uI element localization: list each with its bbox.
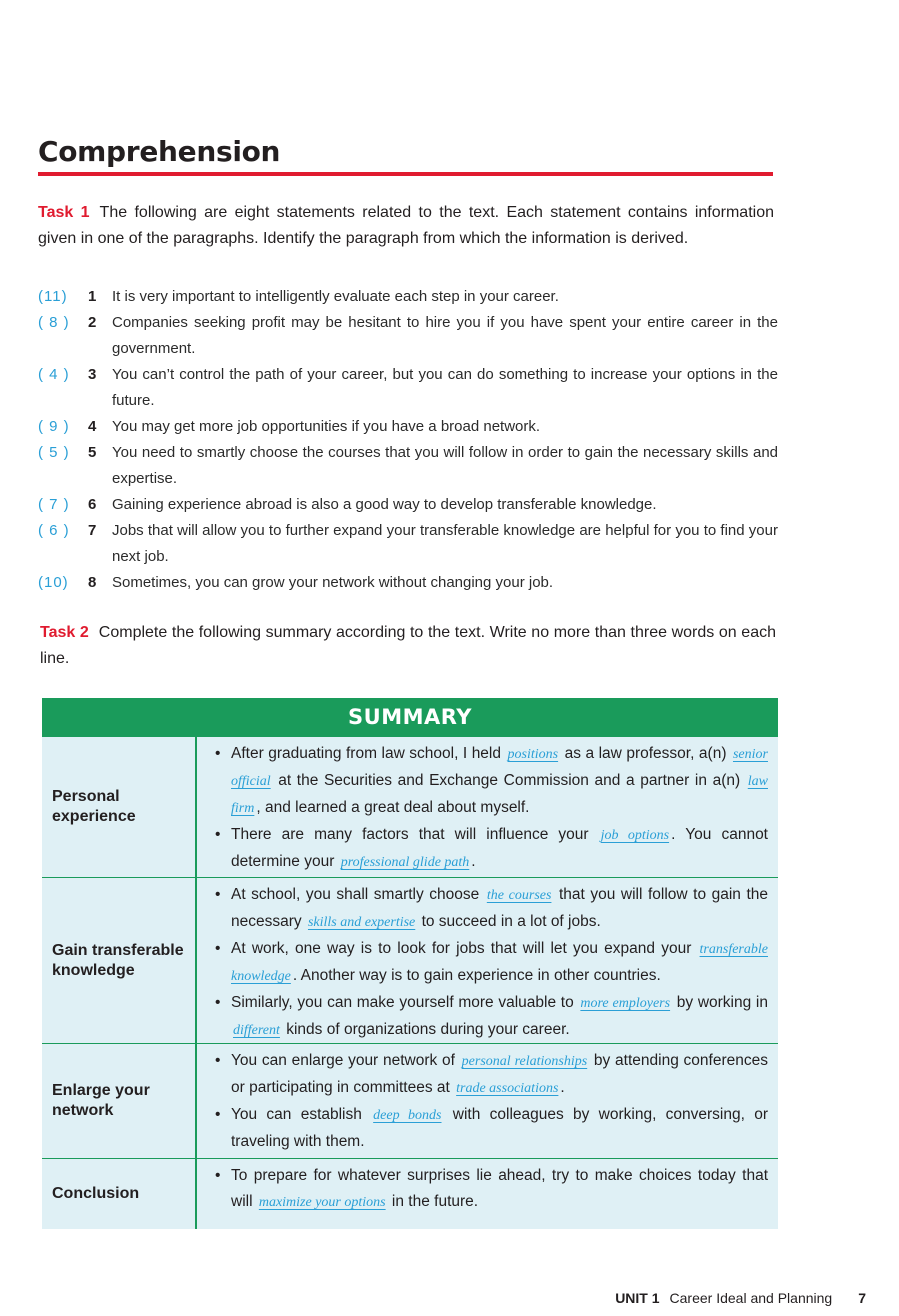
- bullet-text: [231, 882, 768, 936]
- summary-row-personal-experience: [42, 736, 778, 877]
- bullet-dot: •: [215, 1167, 221, 1184]
- statement-item: [38, 284, 778, 310]
- statement-text: Sometimes, you can grow your network without changing your job.: [112, 574, 554, 591]
- section-heading: Comprehension: [38, 135, 281, 168]
- statement-number: 4: [88, 418, 97, 435]
- text-fragment: by attending conferences or participating in committees at: [231, 1052, 768, 1096]
- statement-answer: (11): [38, 288, 68, 305]
- text-fragment: . Another way is to gain experience in other countries.: [292, 967, 661, 984]
- bullet-dot: •: [215, 994, 221, 1011]
- text-fragment: Similarly, you can make yourself more valuable to: [231, 994, 579, 1011]
- bullet-item: [209, 1102, 768, 1155]
- task1-statement-list: [38, 284, 778, 596]
- statement-item: [38, 570, 778, 596]
- filled-answer: professional glide path: [340, 855, 470, 870]
- row-label: Personal experience: [42, 737, 197, 877]
- statement-answer: ( 5 ): [38, 444, 70, 461]
- bullet-text: [231, 1102, 768, 1155]
- statement-number: 7: [88, 522, 97, 539]
- page-number: 7: [858, 1290, 866, 1306]
- filled-answer: law firm: [231, 774, 768, 816]
- footer-title: Career Ideal and Planning: [669, 1290, 833, 1306]
- row-label: Enlarge your network: [42, 1044, 197, 1158]
- filled-answer: personal relationships: [461, 1054, 588, 1069]
- filled-answer: senior official: [231, 747, 768, 789]
- statement-text: Jobs that will allow you to further expand your transferable knowledge are helpful for you to find your next job.: [112, 522, 778, 565]
- row-content: [197, 1159, 778, 1229]
- bullet-item: [209, 936, 768, 990]
- summary-row-transferable-knowledge: [42, 877, 778, 1043]
- statement-number: 6: [88, 496, 97, 513]
- bullet-dot: •: [215, 745, 221, 762]
- summary-row-conclusion: [42, 1158, 778, 1229]
- bullet-text: [231, 1048, 768, 1102]
- text-fragment: .: [471, 853, 476, 870]
- bullet-text: [231, 936, 768, 990]
- summary-row-enlarge-network: [42, 1043, 778, 1158]
- text-fragment: At school, you shall smartly choose: [231, 886, 485, 903]
- bullet-item: [209, 741, 768, 822]
- bullet-item: [209, 1048, 768, 1102]
- filled-answer: job options: [600, 828, 670, 843]
- row-content: [197, 737, 778, 877]
- statement-item: [38, 492, 778, 518]
- statement-number: 8: [88, 574, 97, 591]
- statement-item: [38, 414, 778, 440]
- task2-instructions: [40, 620, 776, 672]
- statement-answer: ( 7 ): [38, 496, 70, 513]
- row-label: Conclusion: [42, 1159, 197, 1229]
- filled-answer: deep bonds: [373, 1108, 442, 1123]
- text-fragment: There are many factors that will influence your: [231, 826, 599, 843]
- statement-item: [38, 518, 778, 570]
- bullet-dot: •: [215, 886, 221, 903]
- statement-text: It is very important to intelligently evaluate each step in your career.: [112, 288, 559, 305]
- text-fragment: by working in: [672, 994, 768, 1011]
- statement-answer: ( 8 ): [38, 314, 70, 331]
- footer-unit: UNIT 1: [615, 1290, 660, 1306]
- text-fragment: . You cannot determine your: [231, 826, 768, 870]
- filled-answer: different: [233, 1023, 280, 1038]
- bullet-text: [231, 990, 768, 1044]
- text-fragment: .: [560, 1079, 565, 1096]
- statement-text: You can’t control the path of your career, but you can do something to increase your options in the future.: [112, 366, 778, 409]
- text-fragment: that you will follow to gain the necessary: [231, 886, 769, 930]
- text-fragment: After graduating from law school, I held: [231, 745, 506, 762]
- text-fragment: with colleagues by working, conversing, or traveling with them.: [231, 1106, 768, 1150]
- bullet-text: [231, 822, 768, 876]
- statement-number: 1: [88, 288, 97, 305]
- bullet-item: [209, 990, 768, 1044]
- statement-number: 2: [88, 314, 97, 331]
- text-fragment: To prepare for whatever surprises lie ahead, try to make choices today that will: [231, 1167, 768, 1210]
- bullet-item: [209, 1163, 768, 1216]
- task1-label: Task 1: [38, 204, 90, 221]
- page-footer: [615, 1290, 866, 1306]
- bullet-text: [231, 741, 768, 822]
- statement-answer: ( 4 ): [38, 366, 70, 383]
- filled-answer: skills and expertise: [307, 915, 416, 930]
- statement-number: 3: [88, 366, 97, 383]
- summary-title: SUMMARY: [42, 698, 778, 736]
- text-fragment: at the Securities and Exchange Commission and a partner in a(n): [272, 772, 746, 789]
- statement-answer: (10): [38, 574, 69, 591]
- statement-text: Gaining experience abroad is also a good way to develop transferable knowledge.: [112, 496, 657, 513]
- task2-label: Task 2: [40, 624, 89, 641]
- text-fragment: to succeed in a lot of jobs.: [417, 913, 601, 930]
- text-fragment: in the future.: [387, 1193, 479, 1210]
- statement-text: Companies seeking profit may be hesitant to hire you if you have spent your entire career in the government.: [112, 314, 778, 357]
- statement-text: You may get more job opportunities if you have a broad network.: [112, 418, 541, 435]
- statement-item: [38, 362, 778, 414]
- text-fragment: kinds of organizations during your career.: [281, 1021, 570, 1038]
- filled-answer: the courses: [486, 888, 552, 903]
- row-label: Gain transferable knowledge: [42, 878, 197, 1043]
- text-fragment: as a law professor, a(n): [560, 745, 731, 762]
- statement-item: [38, 440, 778, 492]
- bullet-item: [209, 822, 768, 876]
- statement-answer: ( 9 ): [38, 418, 70, 435]
- statement-item: [38, 310, 778, 362]
- bullet-dot: •: [215, 1052, 221, 1069]
- heading-rule: [38, 172, 773, 176]
- statement-answer: ( 6 ): [38, 522, 70, 539]
- summary-table: [42, 698, 778, 1229]
- filled-answer: more employers: [580, 996, 671, 1011]
- bullet-item: [209, 882, 768, 936]
- text-fragment: At work, one way is to look for jobs that will let you expand your: [231, 940, 698, 957]
- bullet-text: [231, 1163, 768, 1216]
- statement-text: You need to smartly choose the courses that you will follow in order to gain the necessary skills and expertise.: [112, 444, 778, 487]
- statement-number: 5: [88, 444, 97, 461]
- filled-answer: trade associations: [456, 1081, 559, 1096]
- filled-answer: positions: [507, 747, 559, 762]
- bullet-dot: •: [215, 826, 221, 843]
- text-fragment: , and learned a great deal about myself.: [256, 799, 530, 816]
- task1-instructions: [38, 200, 774, 252]
- row-content: [197, 1044, 778, 1158]
- task2-intro-text: Complete the following summary according to the text. Write no more than three words on each line.: [40, 624, 777, 667]
- row-content: [197, 878, 778, 1043]
- filled-answer: maximize your options: [258, 1195, 386, 1210]
- bullet-dot: •: [215, 1106, 221, 1123]
- bullet-dot: •: [215, 940, 221, 957]
- text-fragment: You can establish: [231, 1106, 372, 1123]
- text-fragment: You can enlarge your network of: [231, 1052, 460, 1069]
- filled-answer: transferable knowledge: [231, 942, 768, 984]
- task1-intro-text: The following are eight statements related to the text. Each statement contains information given in one of the paragraphs. Identify the paragraph from which the information is derived.: [38, 204, 774, 247]
